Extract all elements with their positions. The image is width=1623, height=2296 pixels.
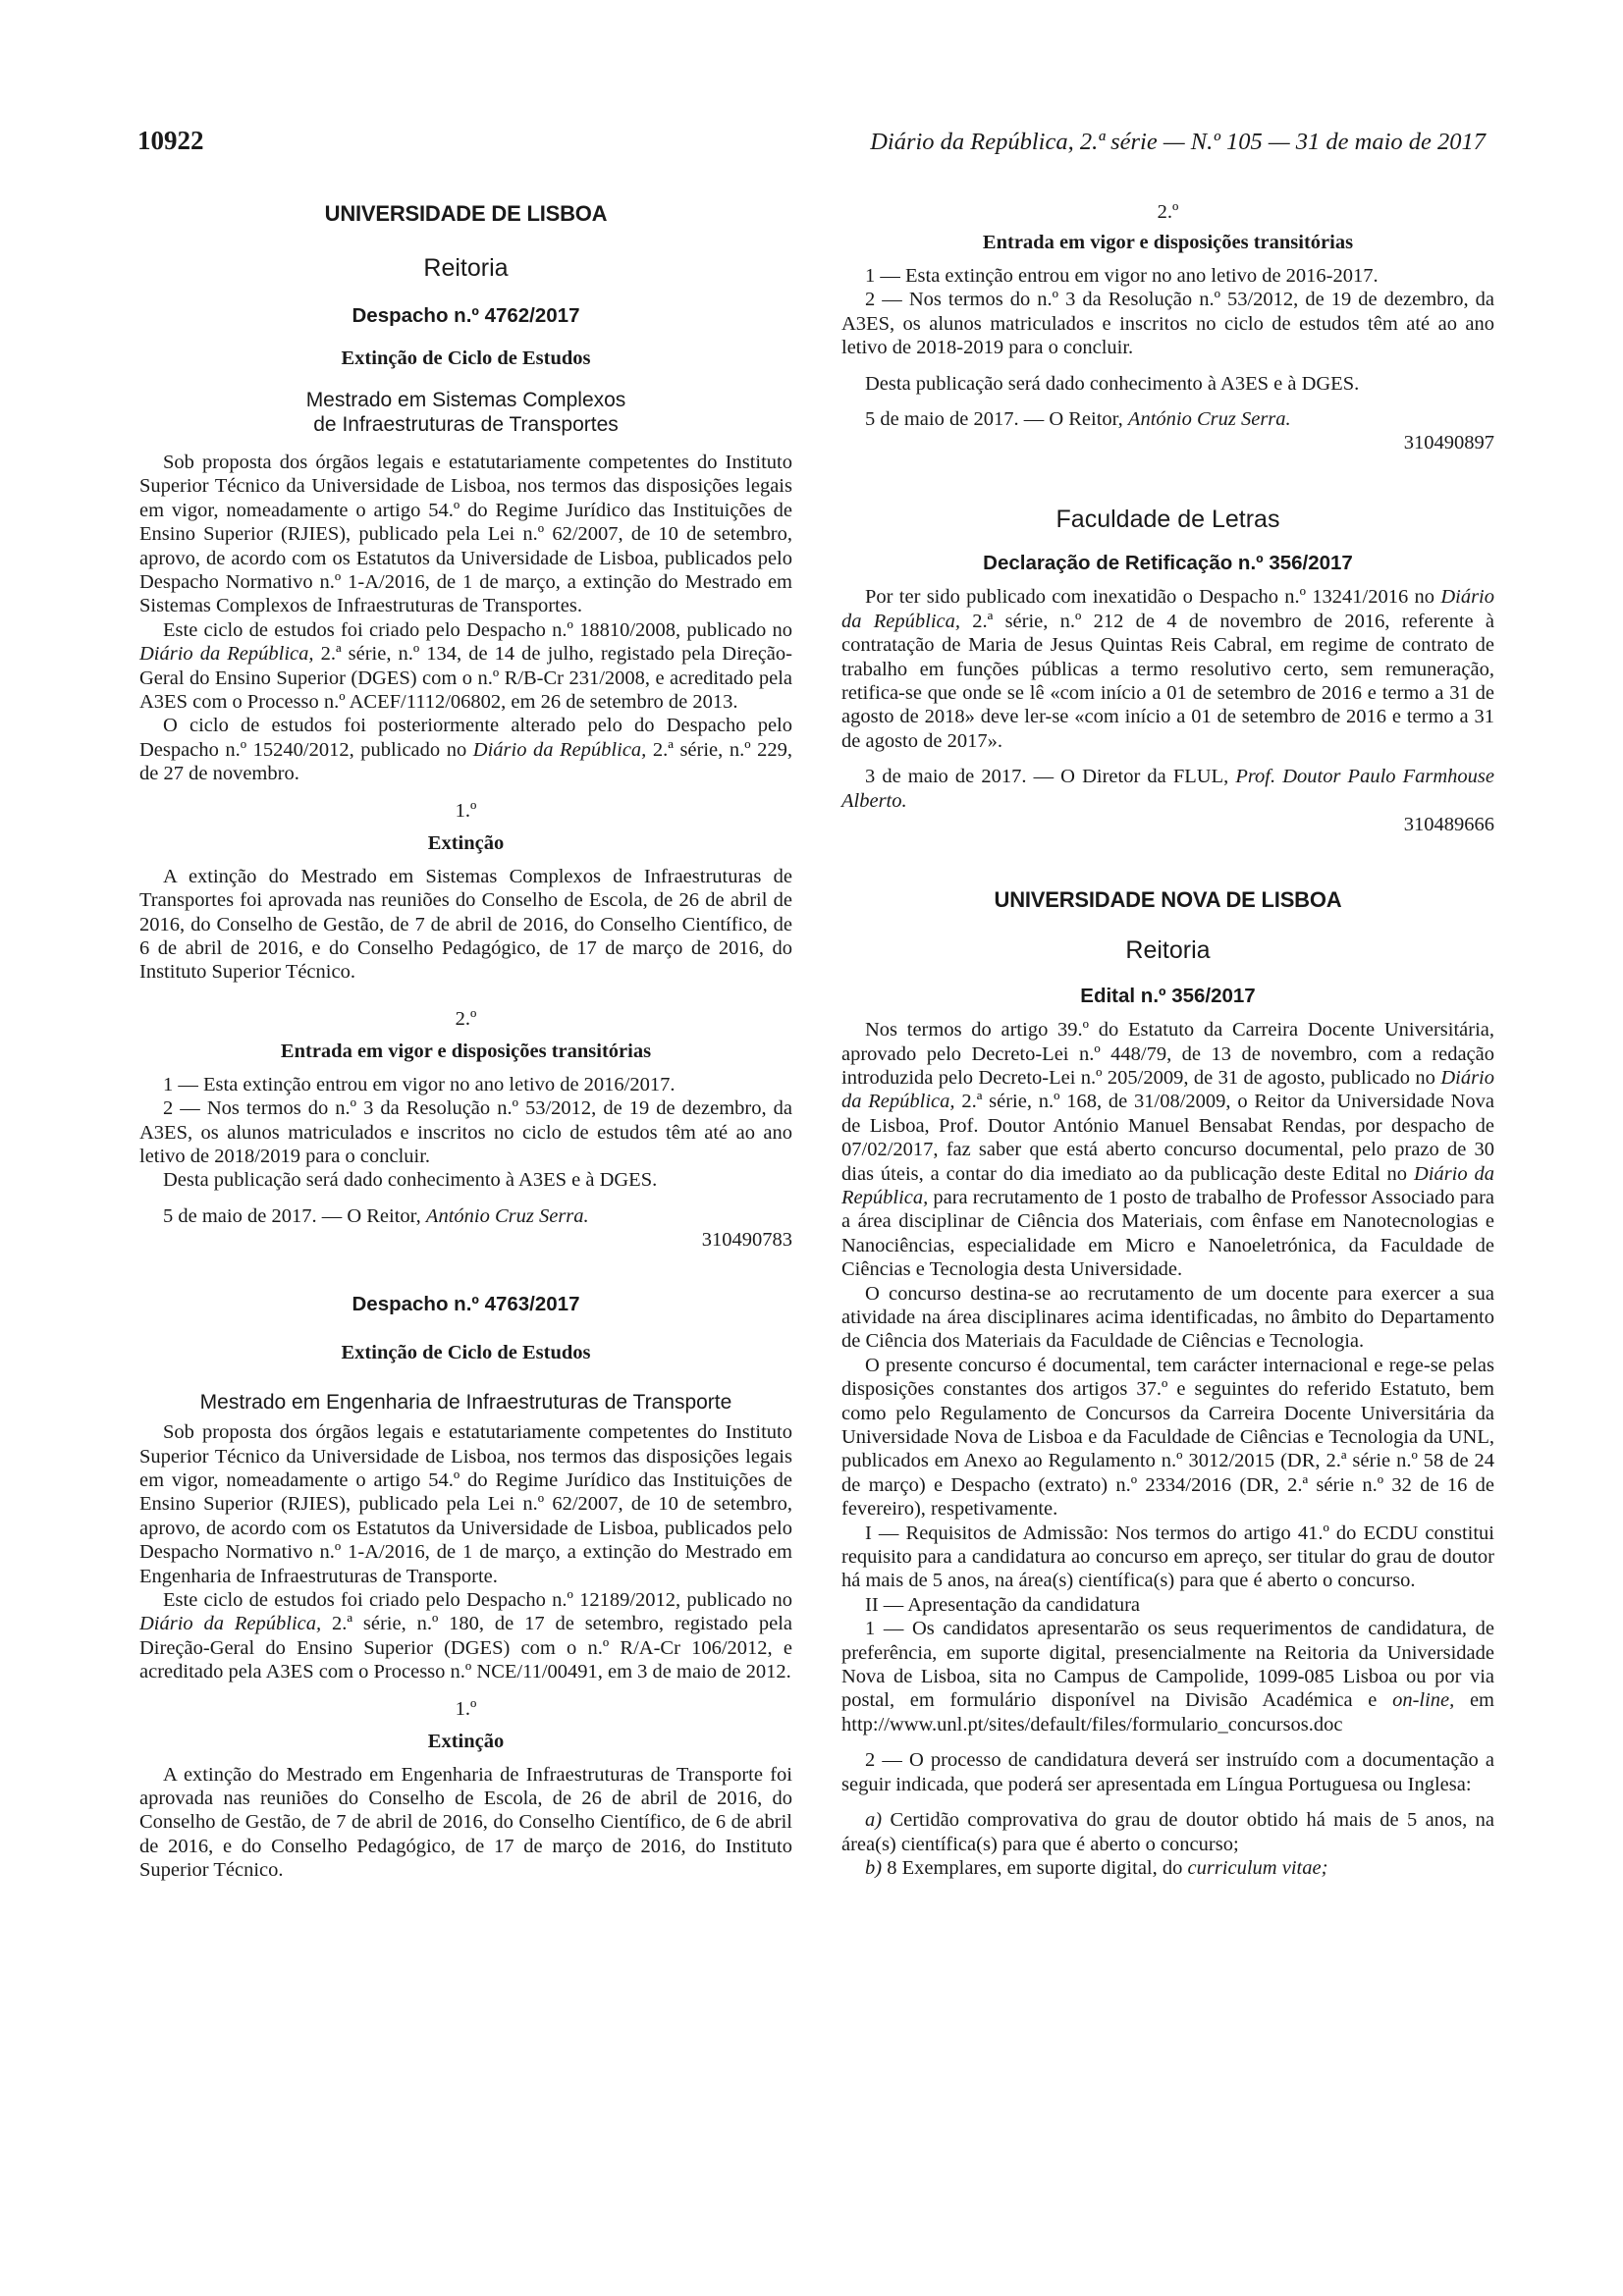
article-number: 1.º	[455, 1697, 477, 1720]
paragraph: A extinção do Mestrado em Sistemas Complexos de Infraestruturas de Transportes foi aprovada nas reuniões do Conselho de Escola, de 26 de abril de 2016, do Conselho de Gestão, de 7 de abril de 2016, do Conselho Científico, de 6 de abril de 2016, e do Conselho Pedagógico, de 17 de março de 2016, do Instituto Superior Técnico.	[139, 865, 792, 984]
paragraph: Sob proposta dos órgãos legais e estatutariamente competentes do Instituto Superior Técnico da Universidade de Lisboa, nos termos das disposições legais em vigor, nomeadamente o artigo 54.º do Regime Jurídico das Instituições de Ensino Superior (RJIES), publicado pela Lei n.º 62/2007, de 10 de setembro, aprovo, de acordo com os Estatutos da Universidade de Lisboa, publicados pelo Despacho Normativo n.º 1-A/2016, de 1 de março, a extinção do Mestrado em Engenharia de Infraestruturas de Transporte.	[139, 1421, 792, 1587]
paragraph	[841, 585, 1494, 753]
paragraph	[139, 618, 792, 715]
reference-number: 310489666	[1403, 814, 1494, 836]
article-number: 2.º	[455, 1007, 477, 1030]
signatory-name: Prof. Doutor Paulo Farmhouse Alberto.	[841, 766, 1495, 812]
paragraph: O presente concurso é documental, tem carácter internacional e rege-se pelas disposições constantes dos artigos 37.º e seguintes do referido Estatuto, bem como pelo Regulamento de Concursos da Carreira Docente Universitária da Universidade Nova de Lisboa e da Faculdade de Ciências e Tecnologia da UNL, publicados em Anexo ao Regulamento n.º 3012/2015 (DR, 2.ª série n.º 58 de 24 de março) e Despacho (extrato) n.º 2334/2016 (DR, 2.ª série n.º 32 de 16 de fevereiro), respetivamente.	[841, 1354, 1494, 1521]
document-subtitle	[139, 388, 792, 437]
paragraph	[139, 1588, 792, 1684]
text: 3 de maio de 2017. — O Diretor da FLUL,	[865, 766, 1236, 788]
article-title: Extinção	[427, 1730, 505, 1752]
article-number: 1.º	[455, 799, 477, 822]
article-title: Entrada em vigor e disposições transitórias	[280, 1040, 652, 1062]
paragraph	[841, 1617, 1494, 1736]
signatory-name: António Cruz Serra.	[425, 1204, 589, 1227]
page-number: 10922	[137, 126, 204, 155]
italic-text: Diário da República,	[139, 1613, 322, 1635]
unit-heading: Faculdade de Letras	[1055, 506, 1280, 534]
document-title: Despacho n.º 4762/2017	[352, 304, 580, 327]
article-title: Entrada em vigor e disposições transitórias	[982, 232, 1354, 253]
reference-number: 310490897	[1403, 432, 1494, 454]
paragraph	[841, 1018, 1494, 1281]
document-subject: Extinção de Ciclo de Estudos	[341, 347, 591, 369]
subtitle-line: de Infraestruturas de Transportes	[313, 413, 619, 436]
text: para recrutamento de 1 posto de trabalho de Professor Associado para a área disciplinar de Ciência dos Materiais, com ênfase em Nanotecnologias e Nanociências, especialidade em Micro e Nanoeletrónica, da Faculdade de Ciências e Tecnologia desta Universidade.	[841, 1186, 1494, 1281]
article-number: 2.º	[1157, 201, 1179, 223]
left-column	[139, 201, 792, 1883]
text: Nos termos do artigo 39.º do Estatuto da Carreira Docente Universitária, aprovado pelo Decreto-Lei n.º 448/79, de 13 de novembro, com a redação introduzida pelo Decreto-Lei n.º 205/2009, de 31 de agosto, publicado no	[841, 1019, 1494, 1089]
institution-heading: UNIVERSIDADE DE LISBOA	[324, 201, 608, 226]
text: 2.ª série, n.º 168, de 31/08/2009, o Reitor da Universidade Nova de Lisboa, Prof. Doutor António Manuel Bensabat Rendas, por despacho de 07/02/2017, faz saber que está aberto concurso documental, pelo prazo de 30 dias úteis, a contar do dia imediato ao da publicação deste Edital no	[841, 1091, 1494, 1185]
list-item	[841, 1808, 1494, 1856]
right-column	[841, 201, 1494, 1880]
institution-heading: UNIVERSIDADE NOVA DE LISBOA	[994, 887, 1342, 913]
italic-text: curriculum vitae;	[1187, 1856, 1328, 1879]
document-title: Despacho n.º 4763/2017	[352, 1293, 580, 1316]
document-title: Declaração de Retificação n.º 356/2017	[983, 552, 1353, 575]
italic-text: Diário da República,	[139, 643, 314, 666]
signature	[841, 407, 1494, 431]
paragraph: 2 — Nos termos do n.º 3 da Resolução n.º 53/2012, de 19 de dezembro, da A3ES, os alunos matriculados e inscritos no ciclo de estudos têm até ao ano letivo de 2018/2019 para o concluir.	[139, 1097, 792, 1167]
paragraph: O concurso destina-se ao recrutamento de um docente para exercer a sua atividade na área disciplinares acima identificadas, no âmbito do Departamento de Ciência dos Materiais da Faculdade de Ciências e Tecnologia.	[841, 1282, 1494, 1353]
paragraph: 1 — Esta extinção entrou em vigor no ano letivo de 2016/2017.	[163, 1073, 676, 1095]
paragraph: Sob proposta dos órgãos legais e estatutariamente competentes do Instituto Superior Técnico da Universidade de Lisboa, nos termos das disposições legais em vigor, nomeadamente o artigo 54.º do Regime Jurídico das Instituições de Ensino Superior (RJIES), publicado pela Lei n.º 62/2007, de 10 de setembro, aprovo, de acordo com os Estatutos da Universidade de Lisboa, publicados pelo Despacho Normativo n.º 1-A/2016, de 1 de março, a extinção do Mestrado em Sistemas Complexos de Infraestruturas de Transportes.	[139, 452, 792, 617]
paragraph: 2 — O processo de candidatura deverá ser instruído com a documentação a seguir indicada, que poderá ser apresentada em Língua Portuguesa ou Inglesa:	[841, 1749, 1494, 1795]
italic-text: Diário da República,	[841, 1066, 1494, 1113]
paragraph: 1 — Esta extinção entrou em vigor no ano letivo de 2016-2017.	[865, 265, 1379, 287]
running-header: Diário da República, 2.ª série — N.º 105 — 31 de maio de 2017	[870, 129, 1486, 155]
italic-text: Diário da República,	[472, 738, 647, 761]
signature	[841, 765, 1494, 813]
text: 2.ª série, n.º 180, de 17 de setembro, registado pela Direção-Geral do Ensino Superior (DGES) com o n.º R/A-Cr 106/2012, e acreditado pela A3ES com o Processo n.º NCE/11/00491, em 3 de maio de 2012.	[139, 1613, 792, 1683]
paragraph: II — Apresentação da candidatura	[865, 1593, 1141, 1616]
italic-text: Diário da República,	[841, 586, 1494, 632]
paragraph: A extinção do Mestrado em Engenharia de Infraestruturas de Transporte foi aprovada nas reuniões do Conselho de Escola, de 26 de abril de 2016, do Conselho de Gestão, de 7 de abril de 2016, do Conselho Científico, de 6 de abril de 2016, e do Conselho Pedagógico, de 17 de março de 2016, do Instituto Superior Técnico.	[139, 1763, 792, 1882]
signature	[139, 1204, 792, 1228]
list-marker: a)	[865, 1809, 883, 1832]
text: 2.ª série, n.º 134, de 14 de julho, registado pela Direção-Geral do Ensino Superior (DGES) com o n.º R/B-Cr 231/2008, e acreditado pela A3ES com o Processo n.º ACEF/1112/06802, em 26 de setembro de 2013.	[139, 643, 792, 714]
paragraph	[139, 714, 792, 785]
list-item	[841, 1856, 1494, 1880]
unit-heading: Reitoria	[1125, 936, 1211, 965]
text: em http://www.unl.pt/sites/default/files/formulario_concursos.doc	[841, 1689, 1495, 1735]
italic-text: Diário da República,	[841, 1162, 1494, 1208]
text: 2.ª série, n.º 212 de 4 de novembro de 2016, referente à contratação de Maria de Jesus Quintas Reis Cabral, em regime de contrato de trabalho em funções públicas a termo resolutivo certo, sem remuneração, retifica-se que onde se lê «com início a 01 de setembro de 2016 e termo a 31 de agosto de 2018» deve ler-se «com início a 01 de setembro de 2016 e termo a 31 de agosto de 2017».	[841, 610, 1494, 752]
article-title: Extinção	[427, 831, 505, 854]
text: Por ter sido publicado com inexatidão o Despacho n.º 13241/2016 no	[865, 586, 1441, 609]
text: Certidão comprovativa do grau de doutor obtido há mais de 5 anos, na área(s) científica(s) para que é aberto o concurso;	[841, 1809, 1494, 1855]
text: 5 de maio de 2017. — O Reitor,	[163, 1204, 426, 1227]
document-subtitle: Mestrado em Engenharia de Infraestruturas de Transporte	[199, 1391, 732, 1415]
paragraph: Desta publicação será dado conhecimento à A3ES e à DGES.	[163, 1169, 658, 1192]
text: 2.ª série, n.º 229, de 27 de novembro.	[139, 738, 792, 785]
list-marker: b)	[865, 1856, 883, 1879]
document-subject: Extinção de Ciclo de Estudos	[341, 1342, 591, 1364]
unit-heading: Reitoria	[423, 254, 509, 282]
reference-number: 310490783	[701, 1229, 792, 1252]
italic-text: on-line,	[1392, 1689, 1455, 1712]
text: O ciclo de estudos foi posteriormente alterado pelo do Despacho pelo Despacho n.º 15240/2012, publicado no	[139, 715, 792, 761]
text: Este ciclo de estudos foi criado pelo Despacho n.º 18810/2008, publicado no	[163, 618, 792, 641]
paragraph: Desta publicação será dado conhecimento à A3ES e à DGES.	[865, 372, 1360, 395]
subtitle-line: Mestrado em Sistemas Complexos	[305, 389, 626, 411]
text: Este ciclo de estudos foi criado pelo Despacho n.º 12189/2012, publicado no	[163, 1589, 792, 1611]
text: 5 de maio de 2017. — O Reitor,	[865, 408, 1128, 431]
text: 1 — Os candidatos apresentarão os seus requerimentos de candidatura, de preferência, em suporte digital, presencialmente na Reitoria da Universidade Nova de Lisboa, sita no Campus de Campolide, 1099-085 Lisboa ou por via postal, em formulário disponível na Divisão Académica e	[841, 1618, 1494, 1712]
text: 8 Exemplares, em suporte digital, do	[882, 1856, 1188, 1879]
paragraph: 2 — Nos termos do n.º 3 da Resolução n.º 53/2012, de 19 de dezembro, da A3ES, os alunos matriculados e inscritos no ciclo de estudos têm até ao ano letivo de 2018-2019 para o concluir.	[841, 289, 1494, 359]
signatory-name: António Cruz Serra.	[1127, 408, 1291, 431]
document-title: Edital n.º 356/2017	[1080, 985, 1256, 1008]
paragraph: I — Requisitos de Admissão: Nos termos do artigo 41.º do ECDU constitui requisito para a candidatura ao concurso em apreço, ser titular do grau de doutor há mais de 5 anos, na área(s) científica(s) para que é aberto o concurso.	[841, 1522, 1494, 1592]
